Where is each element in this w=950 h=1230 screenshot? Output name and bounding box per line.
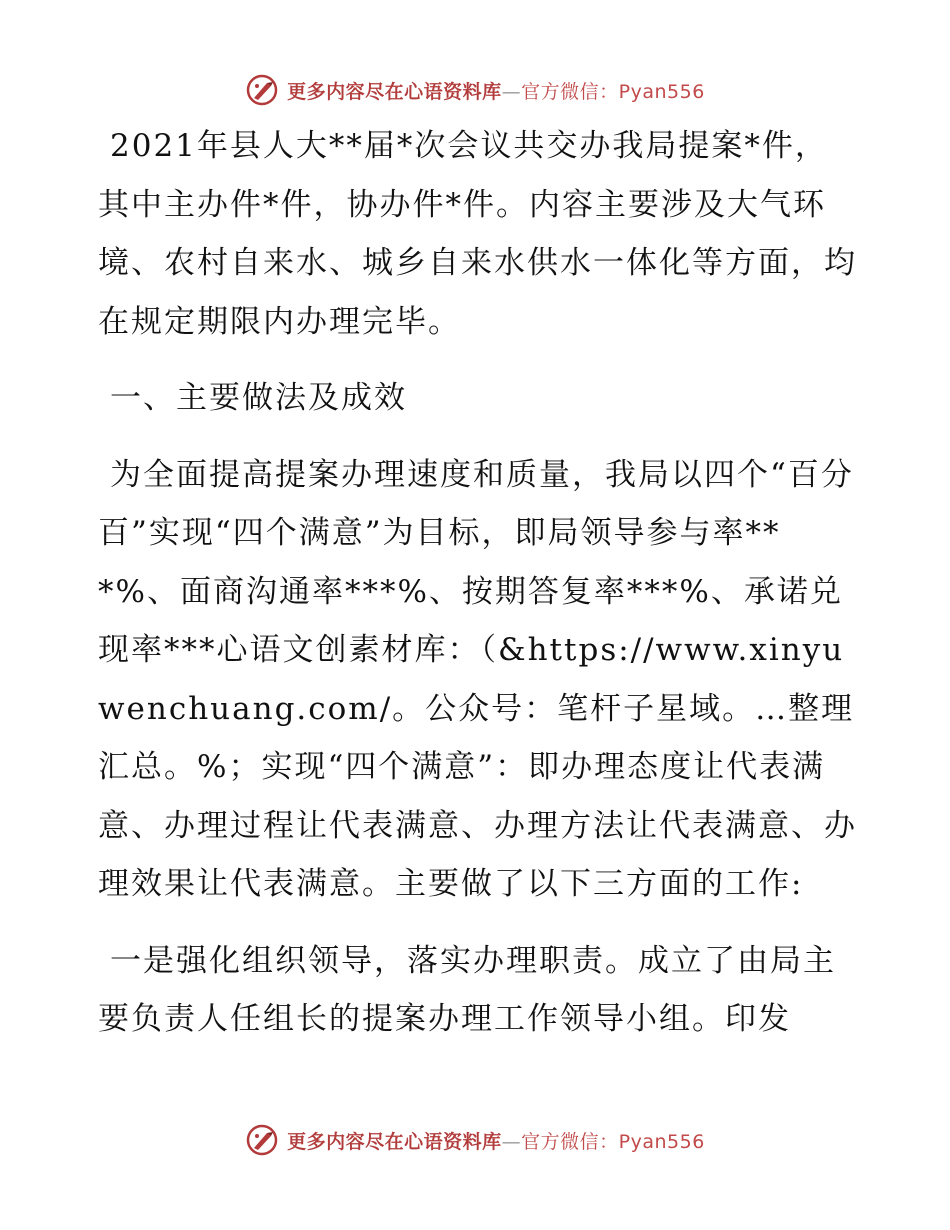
watermark-brand: 更多内容尽在心语资料库: [287, 1130, 502, 1153]
pen-logo-icon: [245, 1123, 279, 1157]
watermark-separator: —: [501, 80, 522, 103]
body-paragraph: 一是强化组织领导，落实办理职责。成立了由局主要负责人任组长的提案办理工作领导小组。印发: [98, 942, 836, 1037]
header-watermark: [0, 70, 950, 110]
pen-logo-icon: [245, 73, 279, 107]
intro-paragraph: 2021年县人大**届*次会议共交办我局提案*件，其中主办件*件，协办件*件。内容主要涉及大气环境、农村自来水、城乡自来水供水一体化等方面，均在规定期限内办理完毕。: [98, 128, 857, 340]
watermark-separator: —: [501, 1130, 522, 1153]
watermark-contact: 官方微信：Pyan556: [521, 80, 705, 103]
watermark-brand: 更多内容尽在心语资料库: [287, 80, 502, 103]
body-paragraph: 为全面提高提案办理速度和质量，我局以四个“百分百”实现“四个满意”为目标，即局领导参与率***%、面商沟通率***%、按期答复率***%、承诺兑现率***心语文创素材库：（&https://www.xinyuwenchuang.com/。公众号：笔杆子星域。…整理汇总。%；实现“四个满意”：即办理态度让代表满意、办理过程让代表满意、办理方法让代表满意、办理效果让代表满意。主要做了以下三方面的工作:: [98, 456, 857, 902]
document-body: [98, 117, 858, 1067]
footer-watermark: [0, 1120, 950, 1160]
watermark-contact: 官方微信：Pyan556: [521, 1130, 705, 1153]
watermark-text: [287, 1127, 705, 1154]
section-heading: 一、主要做法及成效: [110, 380, 407, 416]
watermark-text: [287, 77, 705, 104]
